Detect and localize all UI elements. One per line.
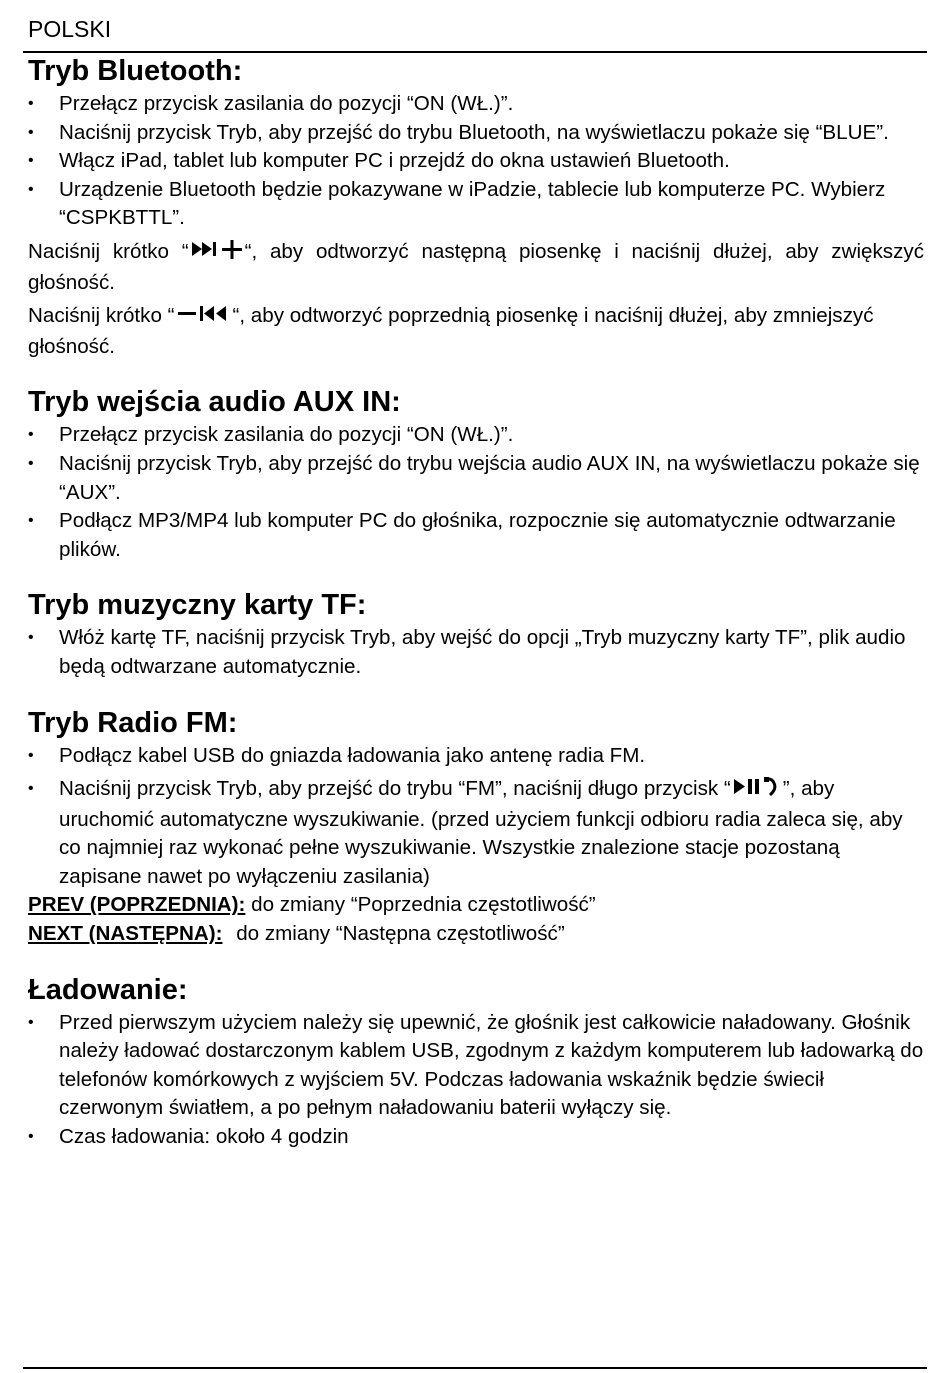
aux-section (28, 383, 924, 564)
charging-list (28, 1009, 924, 1152)
fm-title: Tryb Radio FM: (28, 706, 238, 739)
prev-label: PREV (POPRZEDNIA): (28, 893, 246, 917)
bluetooth-list (28, 90, 924, 233)
play-pause-phone-icon (733, 777, 781, 806)
tf-title: Tryb muzyczny karty TF: (28, 589, 367, 622)
list-item: • Naciśnij przycisk Tryb, aby przejść do trybu wejścia audio AUX IN, na wyświetlaczu pokaże się “AUX”. (28, 450, 924, 507)
fm-list (28, 742, 924, 892)
bluetooth-section (28, 52, 924, 361)
tf-list (28, 624, 924, 681)
manual-content (28, 52, 924, 1174)
aux-title: Tryb wejścia audio AUX IN: (28, 386, 401, 419)
next-label: NEXT (NASTĘPNA): (28, 922, 223, 946)
prev-frequency-note: PREV (POPRZEDNIA): do zmiany “Poprzednia częstotliwość” (28, 893, 596, 917)
list-item: • Czas ładowania: około 4 godzin (28, 1123, 924, 1152)
footer-divider (23, 1367, 927, 1369)
list-item: • Naciśnij przycisk Tryb, aby przejść do trybu “FM”, naciśnij długo przycisk “ ”, aby uruchomić automatyczne wyszukiwanie. (przed użyciem funkcji odbioru radia zaleca się, aby co najmniej raz wykonać pełne wyszukiwanie. Wszystkie znalezione stacje pozostaną zapisane nawet po wyłączeniu zasilania) (28, 775, 924, 891)
list-item: • Podłącz kabel USB do gniazda ładowania jako antenę radia FM. (28, 742, 924, 771)
aux-list (28, 421, 924, 564)
list-item: • Podłącz MP3/MP4 lub komputer PC do głośnika, rozpocznie się automatycznie odtwarzanie plików. (28, 507, 924, 564)
next-track-icon (191, 240, 243, 269)
prev-track-icon (176, 304, 230, 333)
bluetooth-title: Tryb Bluetooth: (28, 55, 243, 87)
list-item: • Przed pierwszym użyciem należy się upewnić, że głośnik jest całkowicie naładowany. Głośnik należy ładować dostarczonym kablem USB, zgodnym z każdym komputerem lub ładowarką do telefonów komórkowych z wyjściem 5V. Podczas ładowania wskaźnik będzie świecił czerwonym światłem, a po pełnym naładowaniu baterii wyłączy się. (28, 1009, 924, 1123)
list-item: • Włóż kartę TF, naciśnij przycisk Tryb, aby wejść do opcji „Tryb muzyczny karty TF”, plik audio będą odtwarzane automatycznie. (28, 624, 924, 681)
list-item: • Przełącz przycisk zasilania do pozycji “ON (WŁ.)”. (28, 90, 924, 119)
charging-section (28, 971, 924, 1152)
fm-section (28, 704, 924, 949)
tf-section (28, 586, 924, 681)
list-item: • Urządzenie Bluetooth będzie pokazywane w iPadzie, tablecie lub komputerze PC. Wybierz “CSPKBTTL”. (28, 176, 924, 233)
language-header: POLSKI (28, 16, 112, 42)
charging-title: Ładowanie: (28, 973, 188, 1006)
list-item: • Włącz iPad, tablet lub komputer PC i przejdź do okna ustawień Bluetooth. (28, 147, 924, 176)
next-track-instruction: Naciśnij krótko “ “, aby odtworzyć następną piosenkę i naciśnij dłużej, aby zwiększyć głośność. (28, 239, 924, 294)
list-item: • Naciśnij przycisk Tryb, aby przejść do trybu Bluetooth, na wyświetlaczu pokaże się “BLUE”. (28, 119, 924, 148)
prev-track-instruction: Naciśnij krótko “ “, aby odtworzyć poprzednią piosenkę i naciśnij dłużej, aby zmniejszyć głośność. (28, 304, 874, 358)
list-item: • Przełącz przycisk zasilania do pozycji “ON (WŁ.)”. (28, 421, 924, 450)
next-frequency-note: NEXT (NASTĘPNA): do zmiany “Następna częstotliwość” (28, 922, 565, 946)
